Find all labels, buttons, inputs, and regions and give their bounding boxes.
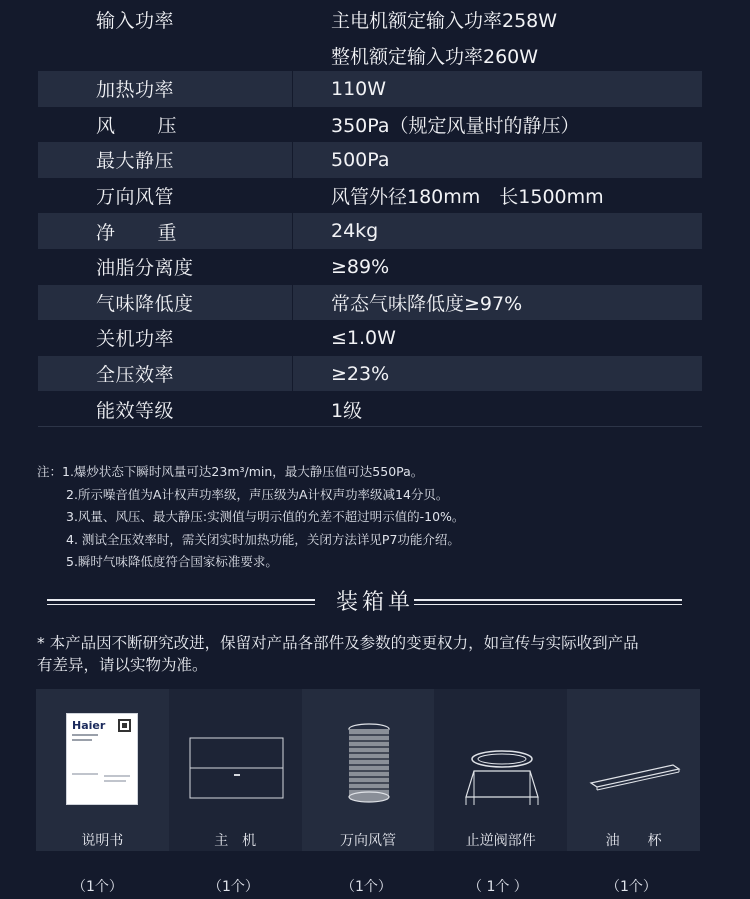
spec-value [293,0,702,77]
spec-row-duct [38,178,702,214]
spec-label-char: 压 [157,114,178,137]
packing-list [36,689,700,851]
note-line: 4. 测试全压效率时，需关闭实时加热功能，关闭方法详见P7功能介绍。 [66,531,460,547]
spec-value: 风管外径180mm 长1500mm [331,186,604,209]
spec-label: 输入功率 [96,10,175,32]
note-line: 3.风量、风压、最大静压:实测值与明示值的允差不超过明示值的-10%。 [66,509,465,525]
pack-item-qty: （1个） [208,879,259,895]
spec-value: ≤1.0W [331,326,396,349]
disclaimer [37,632,717,676]
spec-label: 万向风管 [96,186,175,209]
spec-label: 油脂分离度 [96,257,194,280]
spec-value: ≥89% [331,255,390,278]
spec-row-net-weight [38,213,702,249]
spec-table [38,0,702,427]
pack-item-name: 万向风管 [339,833,396,849]
spec-label: 关机功率 [96,328,175,351]
note-line: 5.瞬时气味降低度符合国家标准要求。 [66,554,278,570]
spec-row-odor-reduction [38,285,702,321]
pack-item-name: 说明书 [81,833,124,849]
pack-item-name: 油 杯 [605,833,662,849]
spec-label: 加热功率 [96,79,175,102]
pack-item-check-valve [434,689,567,851]
disclaimer-line: 有差异，请以实物为准。 [37,656,208,674]
section-title: 装箱单 [335,590,414,615]
note-line: 注：1.爆炒状态下瞬时风量可达23m³/min，最大静压值可达550Pa。 [37,464,424,479]
spec-value-line: 主电机额定输入功率258W [331,10,558,32]
spec-label: 最大静压 [96,150,175,173]
pack-item-main-unit [169,689,302,851]
pack-item-duct [302,689,435,851]
pack-item-qty: （ 1个 ） [468,879,528,895]
spec-label [38,111,292,138]
spec-label: 能效等级 [96,399,175,422]
pack-item-qty: （1个） [72,879,123,895]
spec-label-char: 净 [96,221,116,244]
table-bottom-rule [38,426,702,427]
pack-item-qty: （1个） [341,879,392,895]
section-heading [0,586,750,620]
spec-value: 常态气味降低度≥97% [331,292,523,315]
spec-value: 24kg [331,220,379,243]
spec-value: 350Pa（规定风量时的静压） [331,114,580,137]
heading-rule-right [414,599,682,607]
spec-row-max-static-pressure [38,142,702,178]
spec-row-input-power [38,0,702,71]
duct-icon [347,723,391,803]
spec-value-line: 整机额定输入功率260W [331,45,539,68]
spec-row-grease-separation [38,249,702,285]
spec-value: 110W [331,77,387,100]
disclaimer-line: * 本产品因不断研究改进，保留对产品各部件及参数的变更权力，如宣传与实际收到产品 [37,634,639,652]
pack-item-oil-cup [567,689,700,851]
spec-value: ≥23% [331,362,390,385]
spec-row-energy-grade [38,391,702,427]
oil-cup-icon [587,763,683,791]
spec-label-char: 风 [96,114,116,137]
spec-row-air-pressure [38,107,702,143]
pack-item-qty: （1个） [606,879,657,895]
spec-label [38,218,292,245]
spec-label-char: 重 [157,221,178,244]
spec-row-total-pressure-efficiency [38,356,702,392]
pack-item-name: 止逆阀部件 [465,833,536,849]
manual-brand: Haier [72,719,106,732]
pack-item-manual [36,689,169,851]
spec-label: 全压效率 [96,364,175,387]
spec-value: 1级 [331,399,363,422]
main-unit-icon [189,737,284,799]
check-valve-icon [460,749,544,809]
notes [37,461,464,574]
spec-label: 气味降低度 [96,292,194,315]
note-line: 2.所示噪音值为A计权声功率级，声压级为A计权声功率级减14分贝。 [66,486,449,502]
manual-icon [66,713,138,805]
spec-value: 500Pa [331,148,390,171]
spec-row-standby-power [38,320,702,356]
pack-item-name: 主 机 [214,833,257,849]
